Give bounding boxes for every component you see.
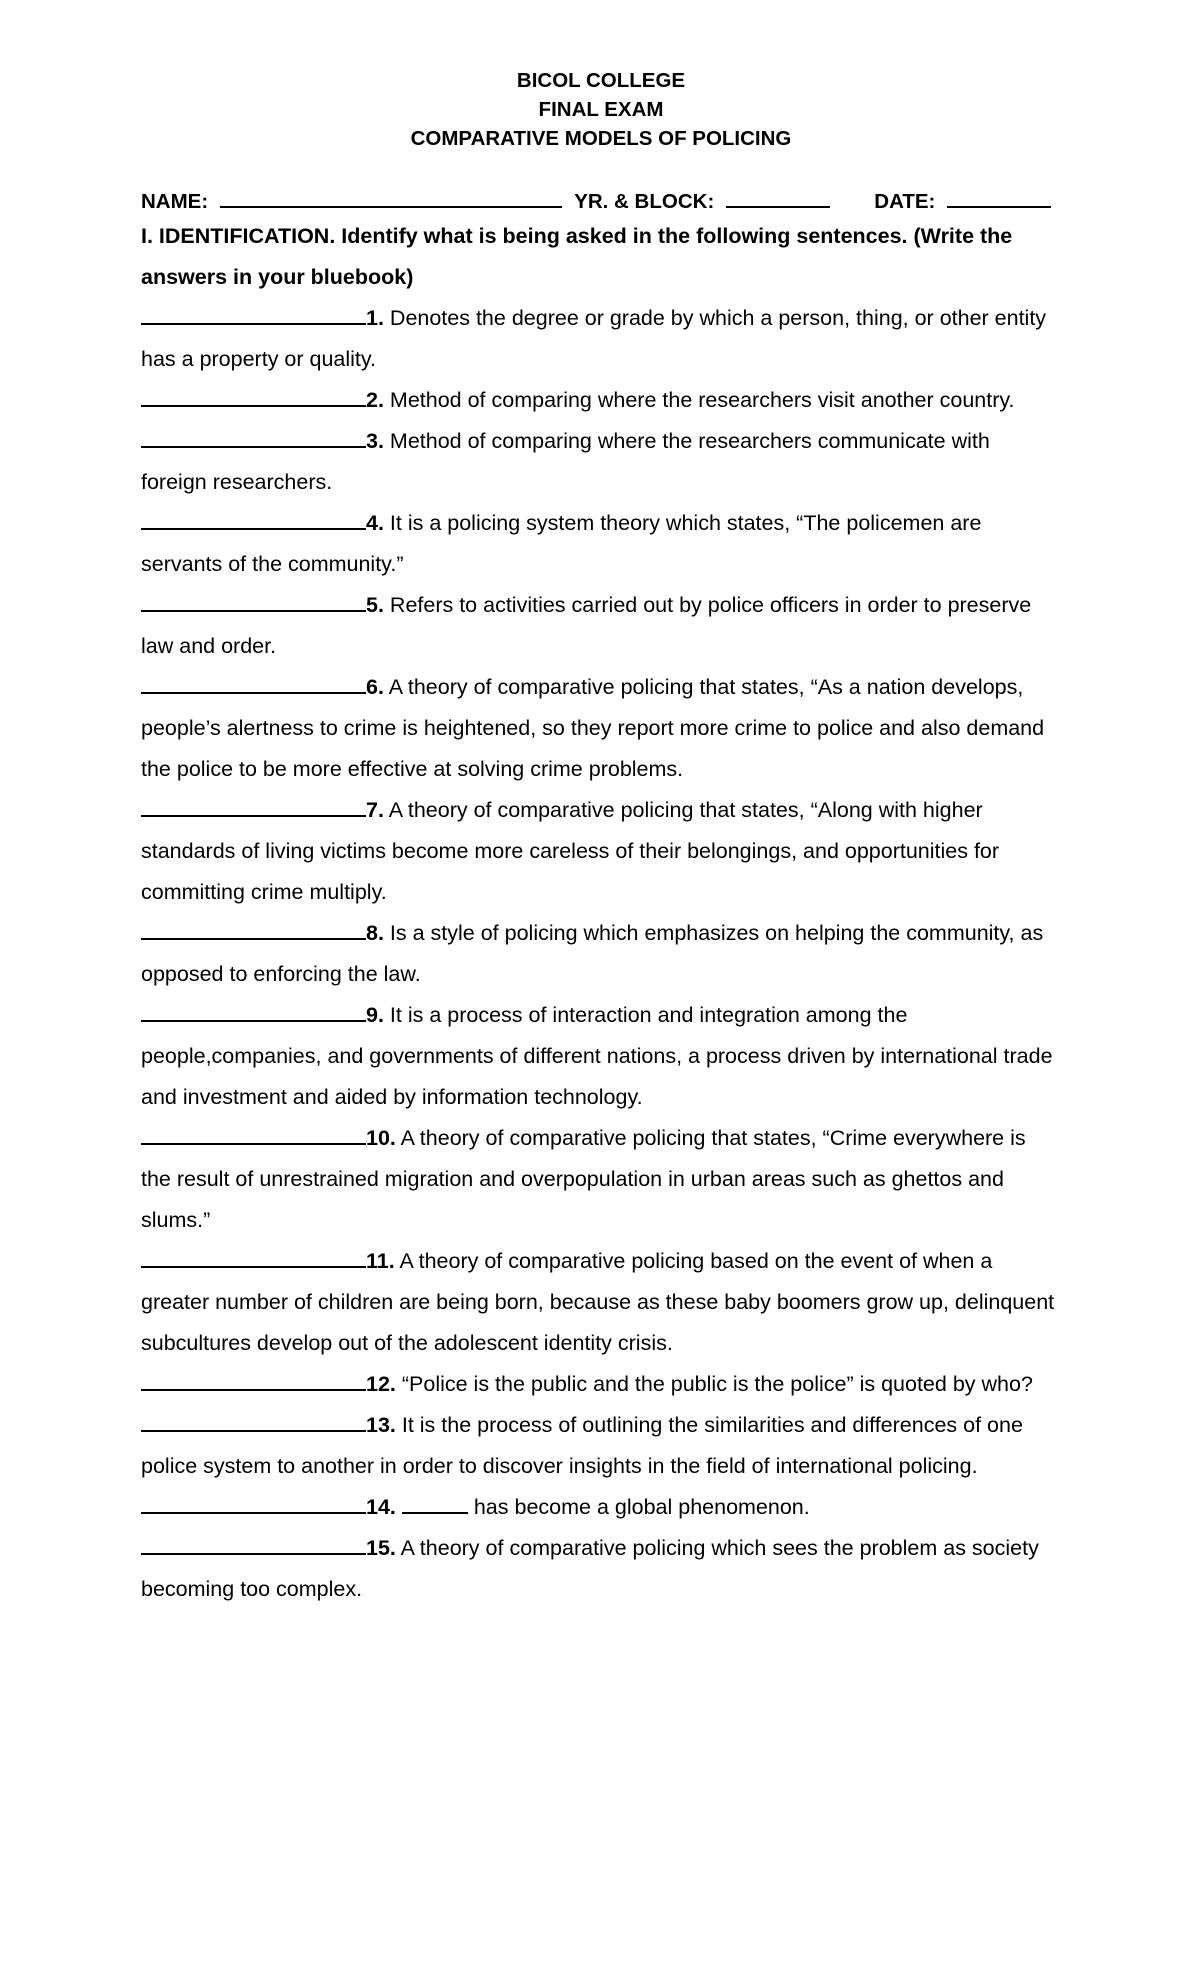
answer-blank[interactable]: [141, 1369, 366, 1391]
answer-blank[interactable]: [141, 303, 366, 325]
question-item: [141, 585, 1061, 667]
answer-blank[interactable]: [141, 1123, 366, 1145]
answer-blank[interactable]: [141, 508, 366, 530]
answer-blank[interactable]: [141, 918, 366, 940]
answer-blank[interactable]: [141, 795, 366, 817]
question-item: [141, 1528, 1061, 1610]
question-text: “Police is the public and the public is the police” is quoted by who?: [395, 1372, 1033, 1396]
question-text: A theory of comparative policing that states, “Crime everywhere is the result of unrestrained migration and overpopulation in urban areas such as ghettos and slums.”: [141, 1126, 1026, 1232]
question-item: [141, 503, 1061, 585]
question-number: 4.: [366, 511, 384, 535]
answer-blank[interactable]: [141, 1000, 366, 1022]
question-number: 7.: [366, 798, 384, 822]
question-number: 2.: [366, 388, 384, 412]
question-text: has become a global phenomenon.: [467, 1495, 810, 1519]
question-text: Is a style of policing which emphasizes on helping the community, as opposed to enforcing the law.: [141, 921, 1044, 986]
subject-title: COMPARATIVE MODELS OF POLICING: [410, 127, 792, 150]
question-list: [141, 298, 1061, 1610]
question-item: [141, 667, 1061, 790]
question-number: 15.: [366, 1536, 396, 1560]
question-text: It is a policing system theory which states, “The policemen are servants of the community.”: [141, 511, 982, 576]
answer-blank[interactable]: [141, 385, 366, 407]
question-text: A theory of comparative policing based on the event of when a greater number of children are being born, because as these baby boomers grow up, delinquent subcultures develop out of the adolescent identity crisis.: [141, 1249, 1055, 1355]
question-number: 11.: [366, 1249, 395, 1273]
question-text: Refers to activities carried out by police officers in order to preserve law and order.: [141, 593, 1032, 658]
question-item: [141, 995, 1061, 1118]
question-number: 14.: [366, 1495, 396, 1519]
question-number: 13.: [366, 1413, 396, 1437]
date-blank[interactable]: [947, 188, 1051, 208]
section-title: I. IDENTIFICATION. Identify what is being asked in the following sentences. (Write the answers in your bluebook): [141, 224, 1013, 289]
question-item: [141, 790, 1061, 913]
question-item: [141, 1364, 1061, 1405]
question-number: 3.: [366, 429, 384, 453]
question-number: 8.: [366, 921, 384, 945]
answer-blank[interactable]: [141, 426, 366, 448]
exam-header: [141, 66, 1061, 153]
name-blank[interactable]: [220, 188, 562, 208]
question-number: 10.: [366, 1126, 396, 1150]
question-text: Denotes the degree or grade by which a person, thing, or other entity has a property or quality.: [141, 306, 1047, 371]
school-name: BICOL COLLEGE: [516, 69, 686, 92]
question-number: 6.: [366, 675, 384, 699]
question-number: 9.: [366, 1003, 384, 1027]
inline-blank[interactable]: [402, 1492, 468, 1514]
question-item: [141, 421, 1061, 503]
answer-blank[interactable]: [141, 672, 366, 694]
answer-blank[interactable]: [141, 1246, 366, 1268]
question-text: It is the process of outlining the similarities and differences of one police system to another in order to discover insights in the field of international policing.: [141, 1413, 1023, 1478]
question-number: 1.: [366, 306, 384, 330]
question-item: [141, 1405, 1061, 1487]
answer-blank[interactable]: [141, 590, 366, 612]
name-label: NAME:: [141, 190, 209, 213]
question-item: [141, 1487, 1061, 1528]
answer-blank[interactable]: [141, 1533, 366, 1555]
question-item: [141, 1118, 1061, 1241]
block-blank[interactable]: [726, 188, 830, 208]
student-info-row: [141, 187, 1061, 216]
question-text: A theory of comparative policing which sees the problem as society becoming too complex.: [141, 1536, 1039, 1601]
question-item: [141, 913, 1061, 995]
question-number: 5.: [366, 593, 384, 617]
question-text: It is a process of interaction and integration among the people,companies, and governments of different nations, a process driven by international trade and investment and aided by information technology.: [141, 1003, 1053, 1109]
question-number: 12.: [366, 1372, 396, 1396]
question-text: A theory of comparative policing that states, “Along with higher standards of living victims become more careless of their belongings, and opportunities for committing crime multiply.: [141, 798, 1000, 904]
exam-title: FINAL EXAM: [538, 98, 664, 121]
question-text: Method of comparing where the researchers communicate with foreign researchers.: [141, 429, 990, 494]
answer-blank[interactable]: [141, 1410, 366, 1432]
question-text: Method of comparing where the researchers visit another country.: [383, 388, 1015, 412]
question-item: [141, 298, 1061, 380]
question-item: [141, 1241, 1061, 1364]
block-label: YR. & BLOCK:: [574, 190, 715, 213]
question-item: [141, 380, 1061, 421]
date-label: DATE:: [874, 190, 936, 213]
exam-page: [141, 66, 1061, 1610]
question-text: A theory of comparative policing that states, “As a nation develops, people’s alertness to crime is heightened, so they report more crime to police and also demand the police to be more effective at solving crime problems.: [141, 675, 1045, 781]
answer-blank[interactable]: [141, 1492, 366, 1514]
